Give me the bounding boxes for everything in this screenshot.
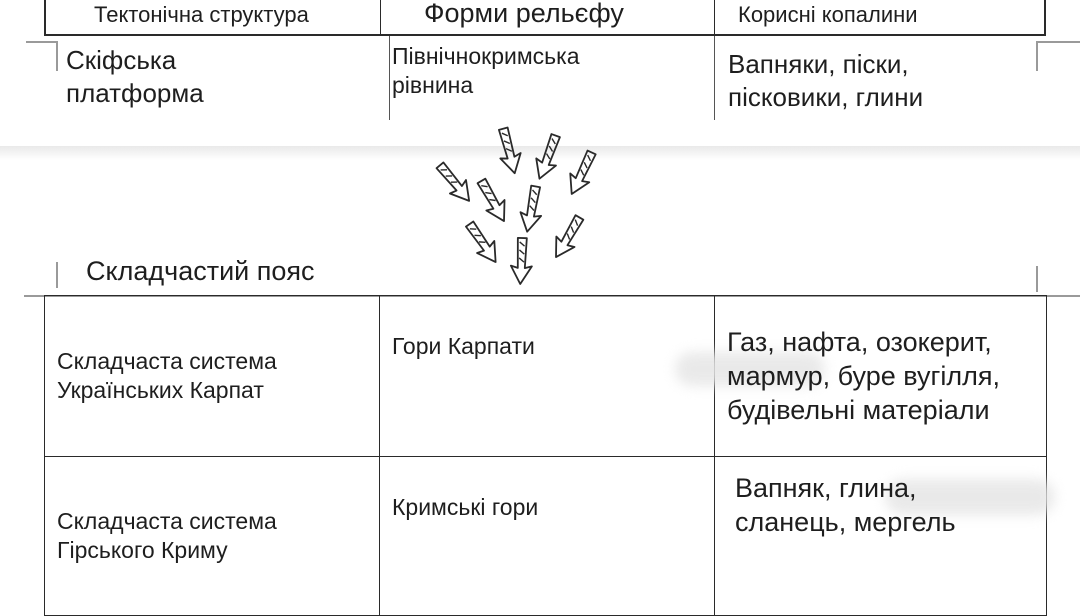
arrow-icon bbox=[493, 126, 525, 176]
cell-line: Газ, нафта, озокерит, bbox=[727, 326, 992, 357]
header-relief-forms: Форми рельєфу bbox=[424, 0, 624, 28]
crimea-minerals-cell bbox=[715, 457, 1047, 616]
cell-line: будівельні матеріали bbox=[727, 395, 990, 426]
cell-line: Кримські гори bbox=[392, 494, 539, 520]
platform-minerals-line-2: пісковики, глини bbox=[728, 81, 924, 112]
header-tectonic-structure: Тектонічна структура bbox=[94, 2, 309, 27]
row-edge-mark bbox=[26, 41, 56, 43]
carpathians-minerals-cell bbox=[715, 296, 1047, 457]
row-divider bbox=[389, 36, 390, 120]
platform-relief-line-1: Північнокримська bbox=[392, 43, 580, 69]
platform-structure-line-1: Скіфська bbox=[66, 45, 177, 75]
header-minerals: Корисні копалини bbox=[738, 2, 918, 27]
platform-structure-line-2: платформа bbox=[66, 77, 204, 108]
platform-minerals-cell bbox=[728, 48, 923, 113]
row-divider bbox=[714, 36, 715, 120]
arrow-icon bbox=[517, 185, 546, 234]
arrow-icon bbox=[461, 218, 505, 268]
platform-relief-line-2: рівнина bbox=[392, 71, 474, 98]
carpathians-relief-cell bbox=[380, 296, 715, 457]
cell-line: Гори Карпати bbox=[392, 333, 535, 359]
arrow-icon bbox=[530, 132, 565, 182]
arrow-icon bbox=[472, 176, 513, 226]
crimea-structure-cell bbox=[45, 457, 380, 616]
table-row bbox=[45, 296, 1047, 457]
cell-line: Складчаста система bbox=[57, 348, 277, 375]
belt-title: Складчастий пояс bbox=[86, 256, 315, 286]
cell-line: сланець, мергель bbox=[735, 507, 956, 538]
arrow-icon bbox=[547, 212, 588, 262]
table-row bbox=[45, 457, 1047, 616]
cell-line: Українських Карпат bbox=[57, 377, 264, 403]
cell-line: мармур, буре вугілля, bbox=[727, 360, 1001, 391]
cell-line: Гірського Криму bbox=[57, 537, 228, 563]
row-edge-mark bbox=[1036, 41, 1080, 43]
platform-relief-cell bbox=[392, 42, 580, 100]
arrow-icon bbox=[563, 148, 601, 199]
carpathians-structure-cell bbox=[45, 296, 380, 457]
header-divider bbox=[380, 0, 381, 34]
cell-line: Складчаста система bbox=[57, 508, 277, 535]
top-table-header bbox=[44, 0, 1046, 36]
platform-structure-cell bbox=[66, 44, 204, 109]
cell-line: Вапняк, глина, bbox=[735, 473, 917, 503]
crimea-relief-cell bbox=[380, 457, 715, 616]
arrow-icon bbox=[432, 159, 478, 208]
header-divider bbox=[714, 0, 715, 34]
belt-edge-mark bbox=[1036, 266, 1038, 292]
platform-minerals-line-1: Вапняки, піски, bbox=[728, 49, 909, 79]
row-edge-mark bbox=[56, 41, 58, 71]
row-edge-mark bbox=[1036, 41, 1038, 71]
belt-table bbox=[44, 295, 1047, 616]
belt-edge-mark bbox=[56, 262, 58, 288]
